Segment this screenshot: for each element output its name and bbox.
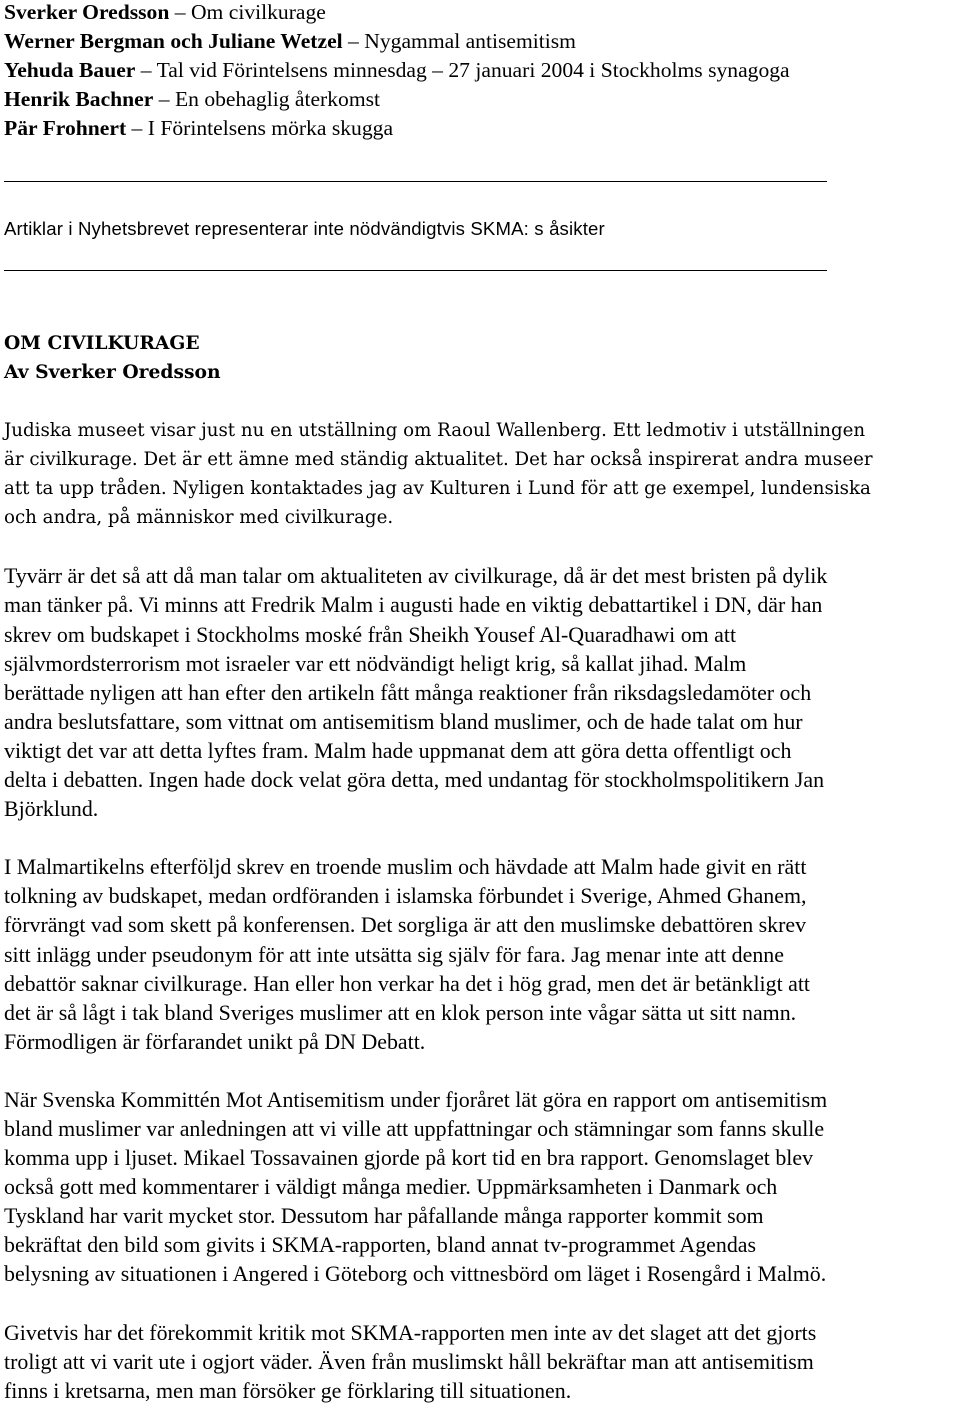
paragraph-line: I Malmartikelns efterföljd skrev en troende muslim och hävdade att Malm hade givit en rätt <box>4 854 807 880</box>
paragraph-line: bekräftat den bild som givits i SKMA-rapporten, bland annat tv-programmet Agendas <box>4 1232 757 1258</box>
toc-title: Tal vid Förintelsens minnesdag – 27 januari 2004 i Stockholms synagoga <box>156 58 790 82</box>
toc-separator: – <box>169 0 191 24</box>
paragraph-line: finns i kretsarna, men man försöker ge förklaring till situationen. <box>4 1377 572 1403</box>
toc-author: Henrik Bachner <box>4 87 154 111</box>
paragraph-line: är civilkurage. Det är ett ämne med ständig aktualitet. Det har också inspirerat andra museer <box>4 449 873 471</box>
disclaimer: Artiklar i Nyhetsbrevet representerar inte nödvändigtvis SKMA: s åsikter <box>4 218 605 239</box>
divider-top <box>4 181 827 182</box>
paragraph-line: När Svenska Kommittén Mot Antisemitism under fjoråret lät göra en rapport om antisemitism <box>4 1086 828 1112</box>
toc-title: Om civilkurage <box>190 0 326 24</box>
paragraph-line: debattör saknar civilkurage. Han eller hon verkar ha det i hög grad, men det är betänkligt att <box>4 970 810 996</box>
paragraph-line: också gott med kommentarer i väldigt många medier. Uppmärksamheten i Danmark och <box>4 1174 778 1200</box>
paragraph-line: skrev om budskapet i Stockholms moské från Sheikh Yousef Al-Quaradhawi om att <box>4 621 737 647</box>
paragraph-line: självmordsterrorism mot israeler var ett nödvändigt heligt krig, så kallat jihad. Malm <box>4 650 747 676</box>
paragraph-line: troligt att vi varit ute i ogjort väder. Även från muslimskt håll bekräftar man att antisemitism <box>4 1348 814 1374</box>
article-paragraph <box>4 852 960 1056</box>
toc-separator: – <box>126 116 148 140</box>
article-heading: OM CIVILKURAGE <box>4 332 200 354</box>
article-byline: Av Sverker Oredsson <box>4 361 221 383</box>
paragraph-line: komma upp i ljuset. Mikael Tossavainen gjorde på kort tid en bra rapport. Genomslaget blev <box>4 1145 814 1171</box>
paragraph-line: och andra, på människor med civilkurage. <box>4 507 394 529</box>
paragraph-line: tolkning av budskapet, medan ordföranden i islamska förbundet i Sverige, Ahmed Ghanem, <box>4 883 807 909</box>
paragraph-line: belysning av situationen i Angered i Göteborg och vittnesbörd om läget i Rosengård i Malmö. <box>4 1261 827 1287</box>
toc-author: Sverker Oredsson <box>4 0 170 24</box>
divider-bottom <box>4 270 827 271</box>
toc-author: Werner Bergman och Juliane Wetzel <box>4 29 343 53</box>
toc-separator: – <box>153 87 175 111</box>
article-paragraph <box>4 1085 960 1289</box>
article-paragraph <box>4 416 960 532</box>
paragraph-line: man tänker på. Vi minns att Fredrik Malm i augusti hade en viktig debattartikel i DN, där han <box>4 592 823 618</box>
toc-author: Pär Frohnert <box>4 116 127 140</box>
toc-separator: – <box>342 29 365 53</box>
toc-title: I Förintelsens mörka skugga <box>147 116 394 140</box>
paragraph-line: det är så lågt i tak bland Sveriges muslimer att en klok person inte vågar sätta ut sitt namn. <box>4 999 797 1025</box>
paragraph-line: sitt inlägg under pseudonym för att inte utsätta sig själv för fara. Jag menar inte att denne <box>4 941 784 967</box>
paragraph-line: att ta upp tråden. Nyligen kontaktades jag av Kulturen i Lund för att ge exempel, lundensiska <box>4 478 871 500</box>
toc-item <box>4 85 960 114</box>
article-paragraph <box>4 561 960 823</box>
toc-item <box>4 56 960 85</box>
paragraph-line: Förmodligen är förfarandet unikt på DN Debatt. <box>4 1028 426 1054</box>
toc-item <box>4 114 960 143</box>
toc-list <box>4 0 960 143</box>
toc-title: En obehaglig återkomst <box>174 87 381 111</box>
paragraph-line: berättade nyligen att han efter den artikeln fått många reaktioner från riksdagsledamöter och <box>4 679 812 705</box>
toc-author: Yehuda Bauer <box>4 58 136 82</box>
paragraph-line: bland muslimer var anledningen att vi ville att uppfattningar och stämningar som fanns skulle <box>4 1115 825 1141</box>
toc-title: Nygammal antisemitism <box>364 29 576 53</box>
paragraph-line: andra beslutsfattare, som vittnat om antisemitism bland muslimer, och de hade talat om hur <box>4 708 803 734</box>
paragraph-line: delta i debatten. Ingen hade dock velat göra detta, med undantag för stockholmspolitikern Jan <box>4 767 825 793</box>
toc-separator: – <box>135 58 157 82</box>
article-paragraph <box>4 1318 960 1405</box>
paragraph-line: Tyvärr är det så att då man talar om aktualiteten av civilkurage, då är det mest bristen på dylik <box>4 563 828 589</box>
paragraph-line: Givetvis har det förekommit kritik mot SKMA-rapporten men inte av det slaget att det gjorts <box>4 1319 817 1345</box>
document-page <box>4 0 960 1405</box>
paragraph-line: förvrängt vad som skett på konferensen. Det sorgliga är att den muslimske debattören skrev <box>4 912 807 938</box>
paragraph-line: Judiska museet visar just nu en utställning om Raoul Wallenberg. Ett ledmotiv i utställningen <box>4 420 866 441</box>
paragraph-line: Björklund. <box>4 796 99 822</box>
paragraph-line: viktigt det var att detta lyftes fram. Malm hade uppmanat dem att göra detta offentligt och <box>4 737 792 763</box>
paragraph-line: Tyskland har varit mycket stor. Dessutom har påfallande många rapporter kommit som <box>4 1203 764 1229</box>
toc-item <box>4 27 960 56</box>
toc-item <box>4 0 960 27</box>
